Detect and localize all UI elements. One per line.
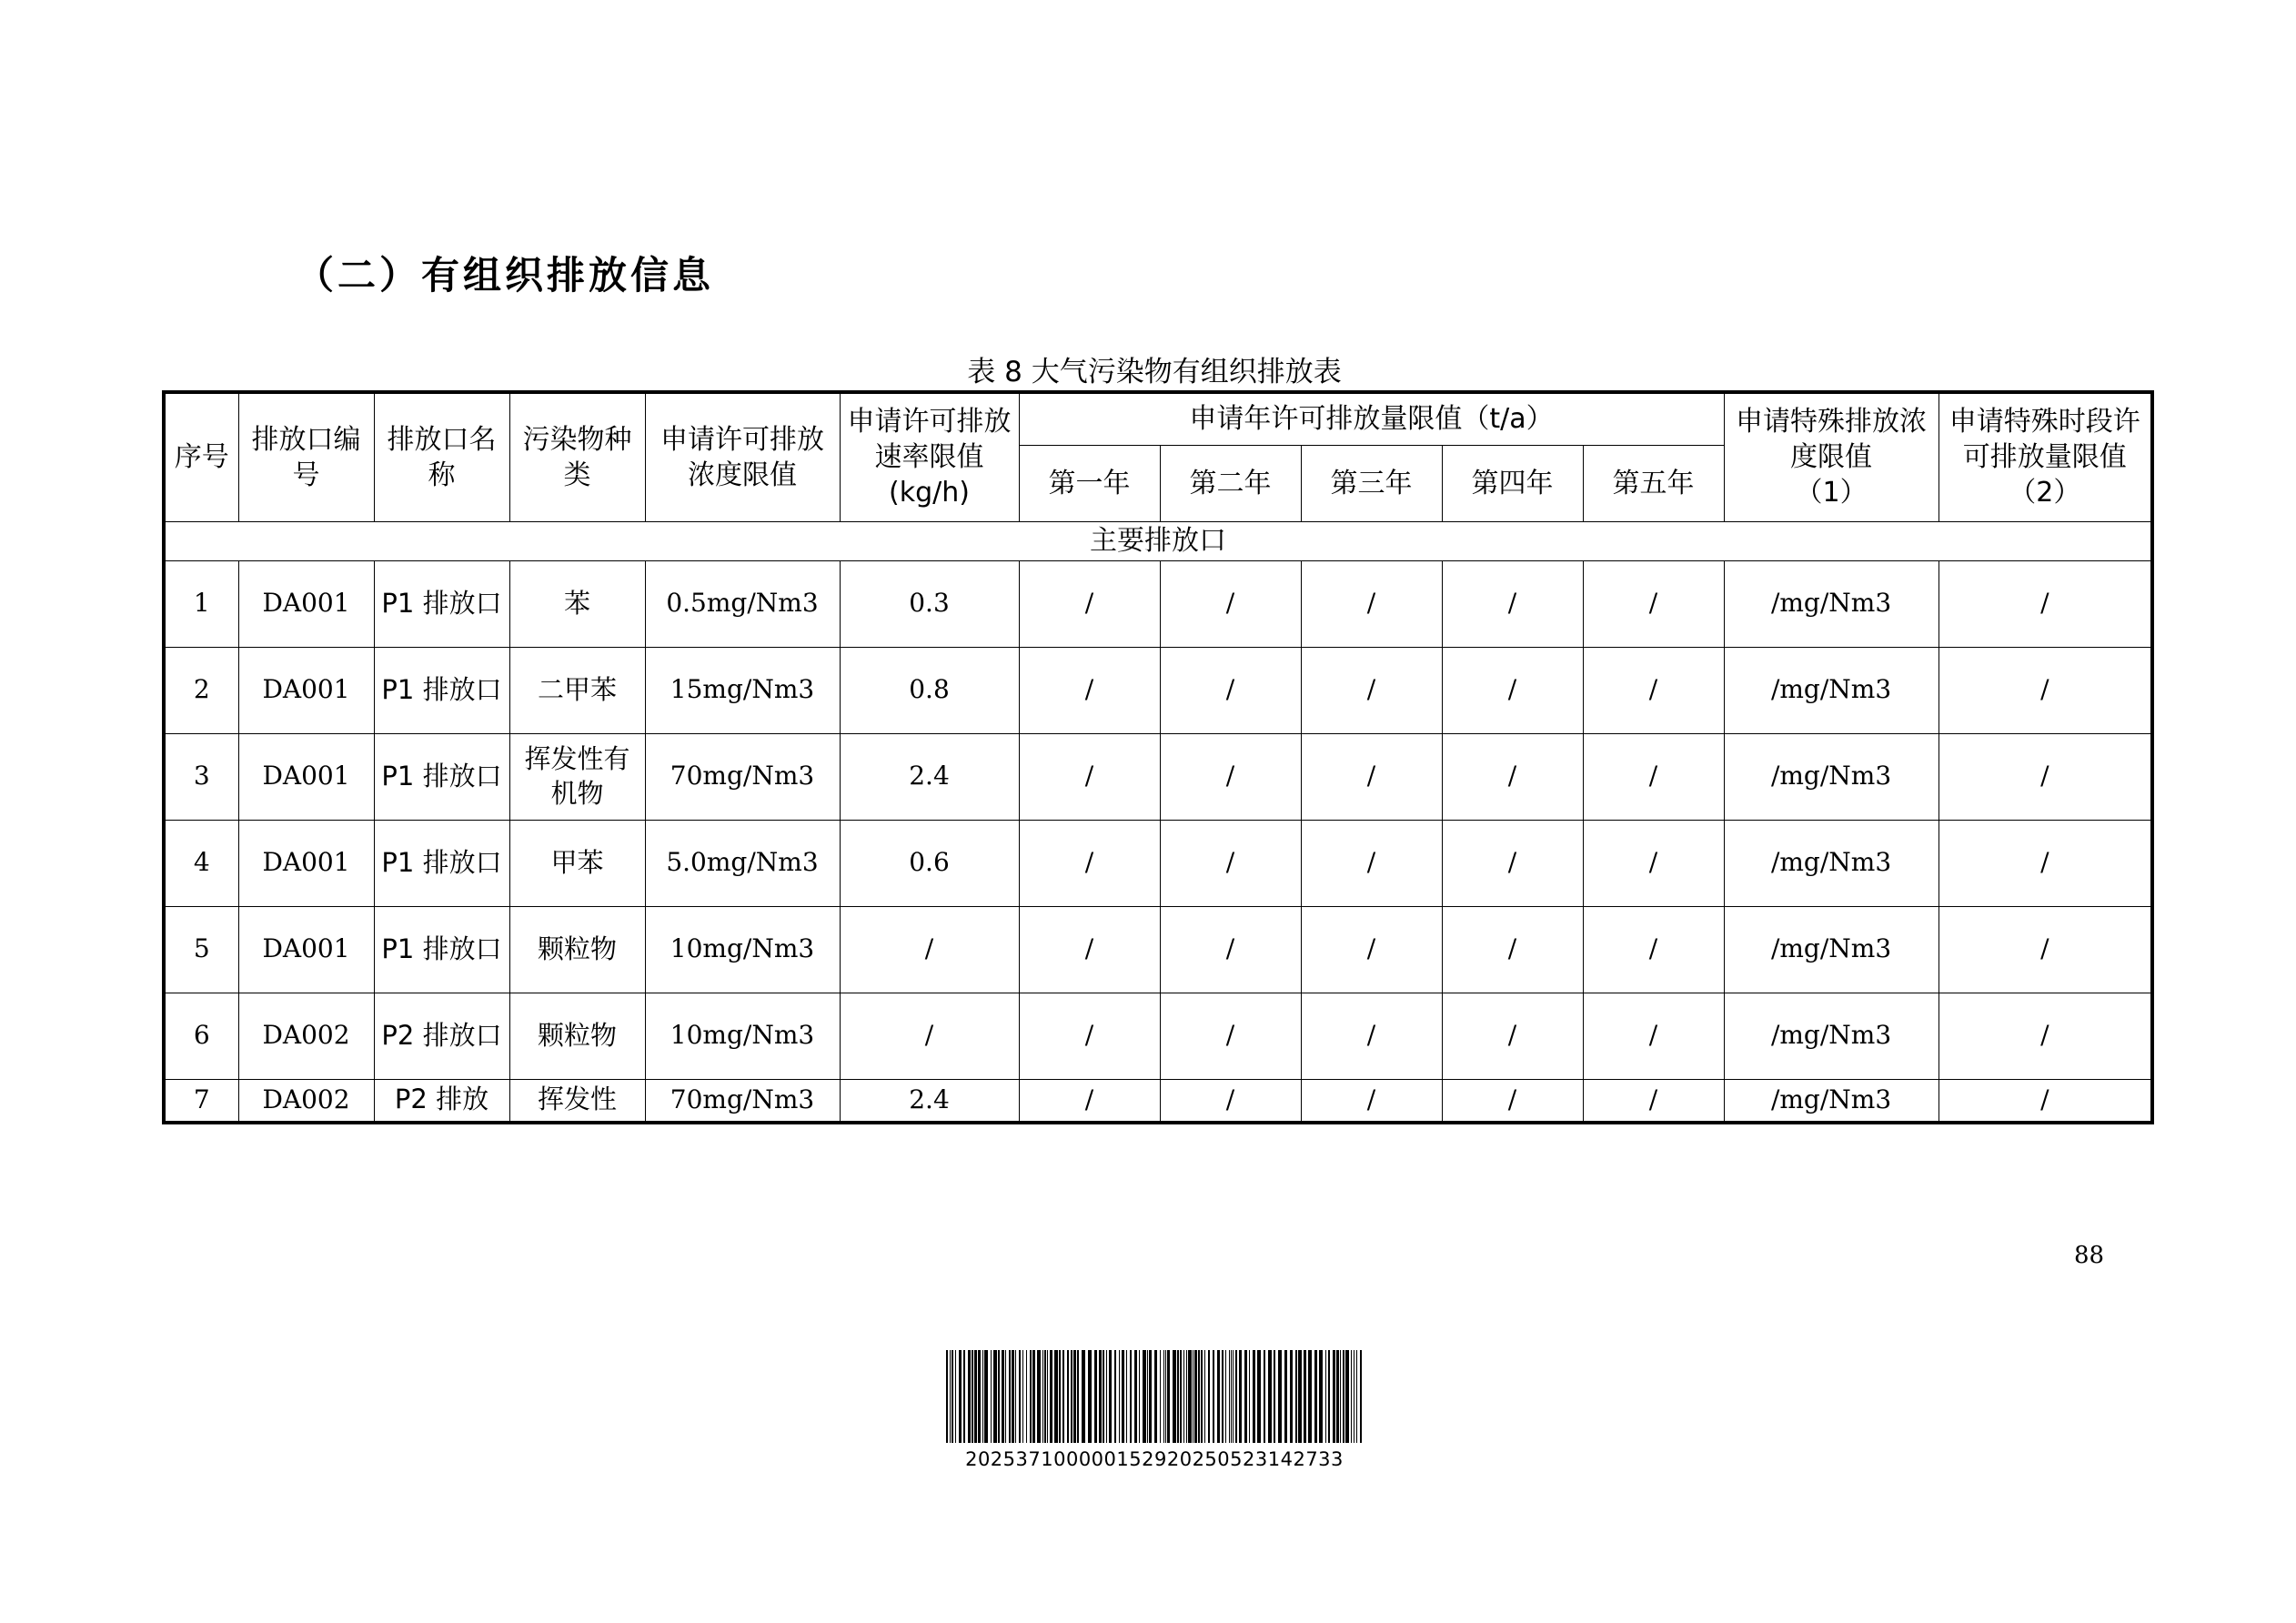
barcode-bar	[1130, 1350, 1132, 1443]
cell-year2: /	[1160, 820, 1301, 906]
barcode-bar	[1134, 1350, 1137, 1443]
barcode-bar	[1356, 1350, 1357, 1443]
table-row	[164, 1079, 2152, 1123]
cell-year1: /	[1019, 560, 1160, 647]
barcode-bar	[1009, 1350, 1011, 1443]
page-number: 88	[2074, 1242, 2105, 1269]
barcode-bar	[1019, 1350, 1021, 1443]
cell-year4: /	[1442, 560, 1583, 647]
cell-conc-limit: 70mg/Nm3	[645, 1079, 840, 1123]
barcode-bar	[1177, 1350, 1179, 1443]
cell-year3: /	[1301, 560, 1442, 647]
table-caption: 表 8 大气污染物有组织排放表	[967, 356, 1342, 388]
section-title: （二）有组织排放信息	[296, 253, 715, 297]
barcode-bar	[1188, 1350, 1192, 1443]
barcode-bar	[1274, 1350, 1275, 1443]
cell-year2: /	[1160, 993, 1301, 1079]
cell-conc-limit: 70mg/Nm3	[645, 733, 840, 820]
cell-seq: 2	[164, 647, 238, 733]
cell-year3: /	[1301, 1079, 1442, 1123]
barcode-bar	[1002, 1350, 1004, 1443]
barcode-bar	[1106, 1350, 1107, 1443]
barcode-bar	[1308, 1350, 1312, 1443]
barcode-bar	[1147, 1350, 1148, 1443]
barcode-bar	[1077, 1350, 1079, 1443]
barcode-bar	[1122, 1350, 1124, 1443]
cell-year2: /	[1160, 733, 1301, 820]
barcode-bar	[1229, 1350, 1230, 1443]
cell-outlet-name: P2 排放	[374, 1079, 509, 1123]
barcode-bar	[1180, 1350, 1182, 1443]
cell-year1: /	[1019, 820, 1160, 906]
cell-rate-limit: /	[840, 993, 1019, 1079]
cell-year5: /	[1583, 733, 1724, 820]
cell-special-conc: /mg/Nm3	[1724, 820, 1939, 906]
barcode-bar	[1026, 1350, 1027, 1443]
barcode-bar	[1213, 1350, 1214, 1443]
barcode-bar	[1044, 1350, 1046, 1443]
barcode-bar	[950, 1350, 951, 1443]
barcode-bar	[1119, 1350, 1120, 1443]
cell-year3: /	[1301, 820, 1442, 906]
cell-year1: /	[1019, 733, 1160, 820]
header-conc-limit: 申请许可排放浓度限值	[645, 392, 840, 521]
cell-special-period: /	[1939, 647, 2152, 733]
cell-year4: /	[1442, 647, 1583, 733]
barcode-bar	[1360, 1350, 1362, 1443]
table-row	[164, 647, 2152, 733]
cell-outlet-name: P1 排放口	[374, 820, 509, 906]
barcode-bar	[1336, 1350, 1339, 1443]
barcode-bar	[1290, 1350, 1293, 1443]
barcode-bar	[1082, 1350, 1085, 1443]
cell-rate-limit: 2.4	[840, 733, 1019, 820]
barcode-bar	[952, 1350, 953, 1443]
barcode-bar	[1198, 1350, 1200, 1443]
cell-outlet-code: DA002	[238, 1079, 374, 1123]
cell-year1: /	[1019, 1079, 1160, 1123]
barcode-bar	[1160, 1350, 1161, 1443]
cell-year1: /	[1019, 647, 1160, 733]
cell-year1: /	[1019, 906, 1160, 993]
cell-year5: /	[1583, 560, 1724, 647]
barcode-bar	[1071, 1350, 1072, 1443]
group-row-main-outlets	[164, 521, 2152, 560]
cell-outlet-name: P1 排放口	[374, 906, 509, 993]
cell-special-conc: /mg/Nm3	[1724, 733, 1939, 820]
header-rate-limit	[840, 392, 1019, 521]
header-year2: 第二年	[1160, 445, 1301, 521]
barcode-bar	[1099, 1350, 1102, 1443]
cell-special-conc: /mg/Nm3	[1724, 906, 1939, 993]
barcode-bar	[959, 1350, 962, 1443]
barcode-bar	[1208, 1350, 1210, 1443]
cell-year4: /	[1442, 906, 1583, 993]
table-row	[164, 560, 2152, 647]
cell-special-period: /	[1939, 906, 2152, 993]
barcode-bar	[1298, 1350, 1302, 1443]
header-special-conc-label: 申请特殊排放浓度限值	[1736, 406, 1928, 474]
barcode-bar	[1222, 1350, 1224, 1443]
cell-conc-limit: 0.5mg/Nm3	[645, 560, 840, 647]
cell-special-conc: /mg/Nm3	[1724, 560, 1939, 647]
cell-conc-limit: 5.0mg/Nm3	[645, 820, 840, 906]
barcode-bar	[1073, 1350, 1076, 1443]
cell-year5: /	[1583, 1079, 1724, 1123]
cell-year3: /	[1301, 906, 1442, 993]
barcode-bar	[1165, 1350, 1166, 1443]
cell-year3: /	[1301, 647, 1442, 733]
cell-year5: /	[1583, 906, 1724, 993]
cell-seq: 4	[164, 820, 238, 906]
barcode-bar	[1340, 1350, 1341, 1443]
barcode-bar	[972, 1350, 973, 1443]
cell-rate-limit: 0.8	[840, 647, 1019, 733]
barcode-bar	[1231, 1350, 1232, 1443]
cell-year2: /	[1160, 560, 1301, 647]
barcode-bar	[978, 1350, 981, 1443]
barcode-bar	[968, 1350, 971, 1443]
emissions-table	[162, 390, 2154, 1124]
cell-year4: /	[1442, 733, 1583, 820]
cell-rate-limit: 0.3	[840, 560, 1019, 647]
barcode-bar	[1067, 1350, 1069, 1443]
cell-pollutant: 二甲苯	[509, 647, 645, 733]
table-row	[164, 906, 2152, 993]
cell-pollutant: 苯	[509, 560, 645, 647]
barcode-bar	[1062, 1350, 1064, 1443]
header-year3: 第三年	[1301, 445, 1442, 521]
cell-outlet-name: P1 排放口	[374, 647, 509, 733]
cell-seq: 5	[164, 906, 238, 993]
barcode-bar	[1325, 1350, 1326, 1443]
cell-special-period: /	[1939, 993, 2152, 1079]
barcode-bar	[1012, 1350, 1014, 1443]
barcode-bar	[1114, 1350, 1116, 1443]
cell-rate-limit: 2.4	[840, 1079, 1019, 1123]
cell-special-period: /	[1939, 560, 2152, 647]
barcode-bar	[1149, 1350, 1152, 1443]
cell-year5: /	[1583, 647, 1724, 733]
barcode-bar	[1050, 1350, 1052, 1443]
barcode-bar	[1319, 1350, 1323, 1443]
cell-special-period: /	[1939, 733, 2152, 820]
barcode-bar	[1047, 1350, 1048, 1443]
barcode-bar	[1249, 1350, 1250, 1443]
cell-pollutant: 甲苯	[509, 820, 645, 906]
header-rate-unit: (kg/h)	[889, 477, 970, 509]
cell-pollutant: 颗粒物	[509, 906, 645, 993]
barcode-bar	[1037, 1350, 1041, 1443]
header-annual-limit: 申请年许可排放量限值（t/a）	[1019, 392, 1724, 445]
barcode-bar	[955, 1350, 956, 1443]
barcode-bar	[1345, 1350, 1349, 1443]
barcode-bar	[1278, 1350, 1282, 1443]
cell-year3: /	[1301, 733, 1442, 820]
cell-year1: /	[1019, 993, 1160, 1079]
table-row	[164, 733, 2152, 820]
barcode-bar	[1201, 1350, 1203, 1443]
barcode-bar	[1244, 1350, 1247, 1443]
cell-seq: 3	[164, 733, 238, 820]
barcode-number: 202537100000152920250523142733	[965, 1448, 1344, 1470]
cell-outlet-code: DA001	[238, 647, 374, 733]
barcode-bar	[1304, 1350, 1306, 1443]
barcode-image	[942, 1350, 1366, 1443]
cell-seq: 6	[164, 993, 238, 1079]
barcode-bar	[991, 1350, 992, 1443]
barcode-bar	[1143, 1350, 1146, 1443]
barcode-bar	[1126, 1350, 1127, 1443]
cell-conc-limit: 10mg/Nm3	[645, 993, 840, 1079]
barcode-bar	[1239, 1350, 1242, 1443]
cell-year4: /	[1442, 1079, 1583, 1123]
cell-year2: /	[1160, 647, 1301, 733]
barcode-bar	[1059, 1350, 1061, 1443]
barcode-bar	[1284, 1350, 1287, 1443]
barcode-bar	[1173, 1350, 1176, 1443]
cell-year4: /	[1442, 993, 1583, 1079]
barcode-bar	[1186, 1350, 1187, 1443]
header-year4: 第四年	[1442, 445, 1583, 521]
header-pollutant: 污染物种类	[509, 392, 645, 521]
cell-outlet-name: P2 排放口	[374, 993, 509, 1079]
header-year5: 第五年	[1583, 445, 1724, 521]
cell-outlet-code: DA001	[238, 820, 374, 906]
barcode-bar	[1094, 1350, 1097, 1443]
header-seq: 序号	[164, 392, 238, 521]
header-special-period-note: （2）	[2009, 477, 2081, 509]
cell-seq: 1	[164, 560, 238, 647]
barcode-bar	[1204, 1350, 1205, 1443]
barcode-bar	[1295, 1350, 1297, 1443]
barcode-bar	[1235, 1350, 1237, 1443]
barcode-bar	[1351, 1350, 1352, 1443]
barcode-bar	[1022, 1350, 1023, 1443]
cell-year4: /	[1442, 820, 1583, 906]
barcode-bar	[1268, 1350, 1272, 1443]
cell-conc-limit: 15mg/Nm3	[645, 647, 840, 733]
cell-seq: 7	[164, 1079, 238, 1123]
cell-year3: /	[1301, 993, 1442, 1079]
table-row	[164, 820, 2152, 906]
cell-outlet-name: P1 排放口	[374, 733, 509, 820]
barcode-bar	[982, 1350, 983, 1443]
cell-special-period: /	[1939, 820, 2152, 906]
barcode-bar	[1054, 1350, 1058, 1443]
cell-year2: /	[1160, 906, 1301, 993]
cell-special-conc: /mg/Nm3	[1724, 1079, 1939, 1123]
barcode-bar	[1253, 1350, 1255, 1443]
barcode-bar	[1109, 1350, 1112, 1443]
barcode-bar	[1103, 1350, 1104, 1443]
header-rate-limit-label: 申请许可排放速率限值	[847, 406, 1012, 474]
header-special-conc	[1724, 392, 1939, 521]
cell-rate-limit: /	[840, 906, 1019, 993]
barcode-bar	[974, 1350, 977, 1443]
cell-year5: /	[1583, 993, 1724, 1079]
barcode-bar	[1015, 1350, 1016, 1443]
barcode-bar	[1194, 1350, 1197, 1443]
barcode-bar	[1032, 1350, 1035, 1443]
barcode-bar	[998, 1350, 1000, 1443]
barcode-bar	[1139, 1350, 1140, 1443]
barcode-bar	[1257, 1350, 1261, 1443]
barcode-bar	[1030, 1350, 1032, 1443]
barcode-bar	[1088, 1350, 1092, 1443]
barcode-bar	[1183, 1350, 1184, 1443]
header-row-1	[164, 392, 2152, 445]
cell-pollutant: 颗粒物	[509, 993, 645, 1079]
barcode-bar	[1333, 1350, 1335, 1443]
header-outlet-code: 排放口编号	[238, 392, 374, 521]
header-special-conc-note: （1）	[1795, 477, 1868, 509]
cell-special-period: /	[1939, 1079, 2152, 1123]
barcode-bar	[946, 1350, 948, 1443]
cell-year2: /	[1160, 1079, 1301, 1123]
barcode-bar	[1167, 1350, 1170, 1443]
header-special-period-label: 申请特殊时段许可排放量限值	[1949, 406, 2140, 474]
barcode-bar	[1328, 1350, 1330, 1443]
cell-rate-limit: 0.6	[840, 820, 1019, 906]
barcode-bar	[984, 1350, 988, 1443]
barcode-bar	[993, 1350, 997, 1443]
cell-pollutant: 挥发性有机物	[509, 733, 645, 820]
cell-special-conc: /mg/Nm3	[1724, 647, 1939, 733]
cell-outlet-code: DA002	[238, 993, 374, 1079]
table-row	[164, 993, 2152, 1079]
barcode-bar	[1233, 1350, 1234, 1443]
cell-outlet-code: DA001	[238, 560, 374, 647]
cell-special-conc: /mg/Nm3	[1724, 993, 1939, 1079]
barcode-bar	[1225, 1350, 1226, 1443]
cell-pollutant: 挥发性	[509, 1079, 645, 1123]
header-special-period	[1939, 392, 2152, 521]
group-label: 主要排放口	[164, 521, 2152, 560]
barcode-bar	[1163, 1350, 1164, 1443]
header-year1: 第一年	[1019, 445, 1160, 521]
barcode-bar	[1217, 1350, 1220, 1443]
cell-outlet-code: DA001	[238, 906, 374, 993]
barcode-bar	[1042, 1350, 1043, 1443]
barcode-bar	[1264, 1350, 1265, 1443]
barcode-bar	[963, 1350, 965, 1443]
cell-year5: /	[1583, 820, 1724, 906]
cell-outlet-name: P1 排放口	[374, 560, 509, 647]
barcode-bar	[1343, 1350, 1344, 1443]
cell-conc-limit: 10mg/Nm3	[645, 906, 840, 993]
barcode-bar	[1005, 1350, 1006, 1443]
barcode-bar	[1314, 1350, 1317, 1443]
cell-outlet-code: DA001	[238, 733, 374, 820]
header-outlet-name: 排放口名称	[374, 392, 509, 521]
barcode-bar	[1154, 1350, 1157, 1443]
